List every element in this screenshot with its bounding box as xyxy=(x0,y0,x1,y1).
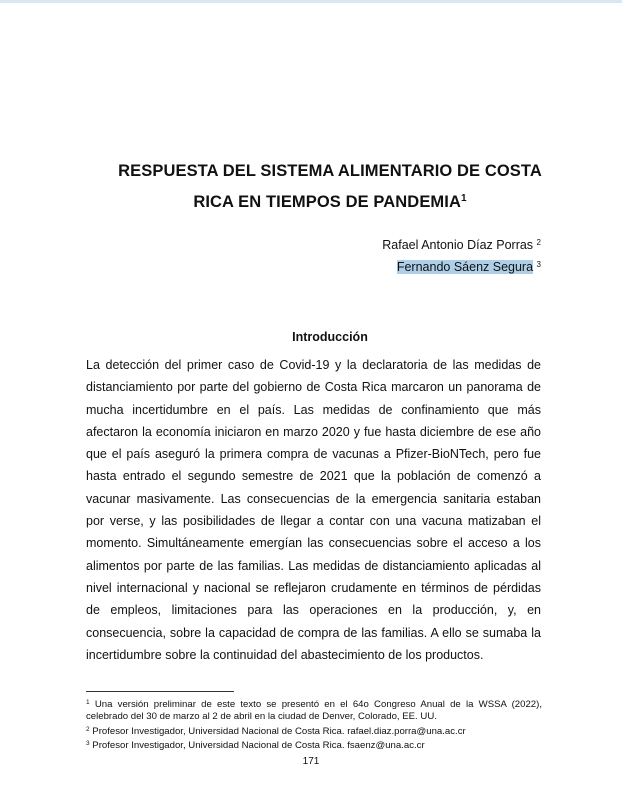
footnote-divider xyxy=(86,691,234,692)
footnote-3 xyxy=(86,738,542,752)
title-line-2-text: RICA EN TIEMPOS DE PANDEMIA xyxy=(193,193,461,211)
document-title xyxy=(60,157,600,216)
section-heading: Introducción xyxy=(292,330,368,344)
author-2-mark: 3 xyxy=(536,260,541,269)
footnotes xyxy=(86,697,542,753)
footnote-1-mark: 1 xyxy=(86,699,90,706)
author-2-name-selected[interactable]: Fernando Sáenz Segura xyxy=(396,260,534,274)
footnote-1-text: Una versión preliminar de este texto se presentó en el 64o Congreso Anual de la WSSA (2022), celebrado del 30 de marzo al 2 de abril en la ciudad de Denver, Colorado, EE. UU. xyxy=(86,699,542,723)
page-number: 171 xyxy=(302,756,320,767)
footnote-3-text: Profesor Investigador, Universidad Nacional de Costa Rica. fsaenz@una.ac.cr xyxy=(92,740,425,752)
author-2 xyxy=(397,260,541,274)
footnote-2-text: Profesor Investigador, Universidad Nacional de Costa Rica. rafael.diaz.porra@una.ac.cr xyxy=(92,725,466,737)
title-line-2 xyxy=(60,185,600,216)
author-1 xyxy=(382,238,541,252)
footnote-2-mark: 2 xyxy=(86,725,90,733)
page-top-border xyxy=(0,0,622,3)
footnote-1 xyxy=(86,697,542,724)
footnote-3-mark: 3 xyxy=(86,740,90,748)
body-paragraph: La detección del primer caso de Covid-19 y la declaratoria de las medidas de distanciamiento por parte del gobierno de Costa Rica marcaron un panorama de mucha incertidumbre en el país. Las medidas de confinamiento que más afectaron la economía iniciaron en marzo 2020 y fue hasta diciembre de ese año que el país aseguró la primera compra de vacunas a Pfizer-BioNTech, pero fue hasta entrado el segundo semestre de 2021 que la población de comenzó a vacunar masivamente. Las consecuencias de la emergencia sanitaria estaban por verse, y las posibilidades de llegar a contar con una vacuna matizaban el momento. Simultáneamente emergían las consecuencias sobre el acceso a los alimentos por parte de las familias. Las medidas de distanciamiento aplicadas al nivel internacional y nacional se reflejaron crudamente en términos de pérdidas de empleos, limitaciones para las operaciones en la producción, y, en consecuencia, sobre la capacidad de compra de las familias. A ello se sumaba la incertidumbre sobre la continuidad del abastecimiento de los productos. xyxy=(86,358,541,662)
footnote-2 xyxy=(86,724,542,738)
title-line-1: RESPUESTA DEL SISTEMA ALIMENTARIO DE COSTA xyxy=(118,162,542,180)
author-1-mark: 2 xyxy=(536,238,541,247)
title-footnote-mark: 1 xyxy=(460,193,467,204)
author-1-name: Rafael Antonio Díaz Porras xyxy=(382,238,534,252)
